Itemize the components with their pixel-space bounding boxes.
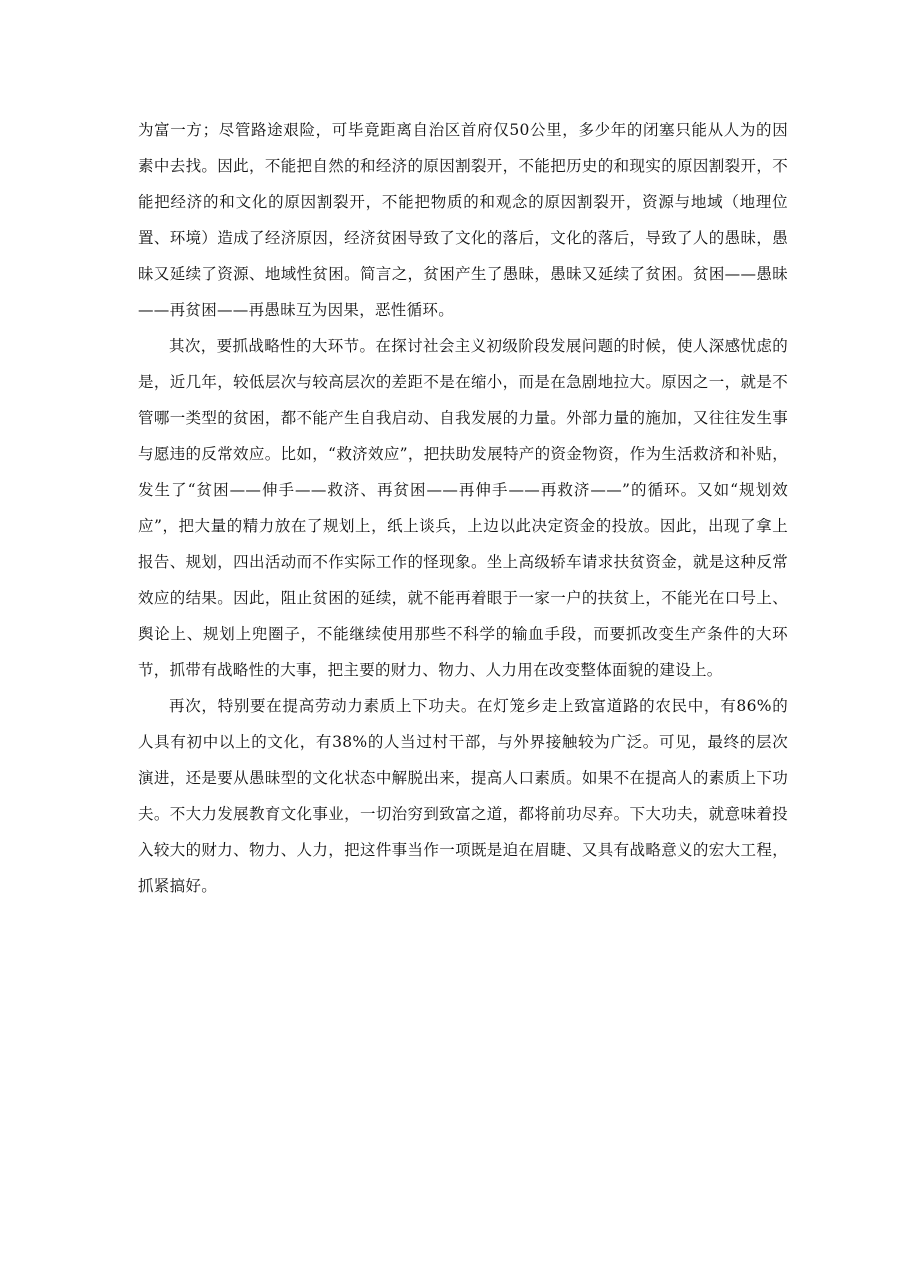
paragraph-2: 其次，要抓战略性的大环节。在探讨社会主义初级阶段发展问题的时候，使人深感忧虑的是，近几年，较低层次与较高层次的差距不是在缩小，而是在急剧地拉大。原因之一，就是不管哪一类型的贫困，都不能产生自我启动、自我发展的力量。外部力量的施加，又往往发生事与愿违的反常效应。比如，“救济效应”，把扶助发展特产的资金物资，作为生活救济和补贴，发生了“贫困——伸手——救济、再贫困——再伸手——再救济——”的循环。又如“规划效应”，把大量的精力放在了规划上，纸上谈兵，上边以此决定资金的投放。因此，出现了拿上报告、规划，四出活动而不作实际工作的怪现象。坐上高级轿车请求扶贫资金，就是这种反常效应的结果。因此，阻止贫困的延续，就不能再着眼于一家一户的扶贫上，不能光在口号上、舆论上、规划上兜圈子，不能继续使用那些不科学的输血手段，而要抓改变生产条件的大环节，抓带有战略性的大事，把主要的财力、物力、人力用在改变整体面貌的建设上。 [138,337,788,679]
paragraph-1: 为富一方；尽管路途艰险，可毕竟距离自治区首府仅50公里，多少年的闭塞只能从人为的因素中去找。因此，不能把自然的和经济的原因割裂开，不能把历史的和现实的原因割裂开，不能把经济的和文化的原因割裂开，不能把物质的和观念的原因割裂开，资源与地域（地理位置、环境）造成了经济原因，经济贫困导致了文化的落后，文化的落后，导致了人的愚昧，愚昧又延续了资源、地域性贫困。简言之，贫困产生了愚昧，愚昧又延续了贫困。贫困——愚昧——再贫困——再愚昧互为因果，恶性循环。 [138,121,788,319]
document-body [138,112,788,904]
paragraph-3: 再次，特别要在提高劳动力素质上下功夫。在灯笼乡走上致富道路的农民中，有86%的人具有初中以上的文化，有38%的人当过村干部，与外界接触较为广泛。可见，最终的层次演进，还是要从愚昧型的文化状态中解脱出来，提高人口素质。如果不在提高人的素质上下功夫。不大力发展教育文化事业，一切治穷到致富之道，都将前功尽弃。下大功夫，就意味着投入较大的财力、物力、人力，把这件事当作一项既是迫在眉睫、又具有战略意义的宏大工程，抓紧搞好。 [138,697,788,895]
